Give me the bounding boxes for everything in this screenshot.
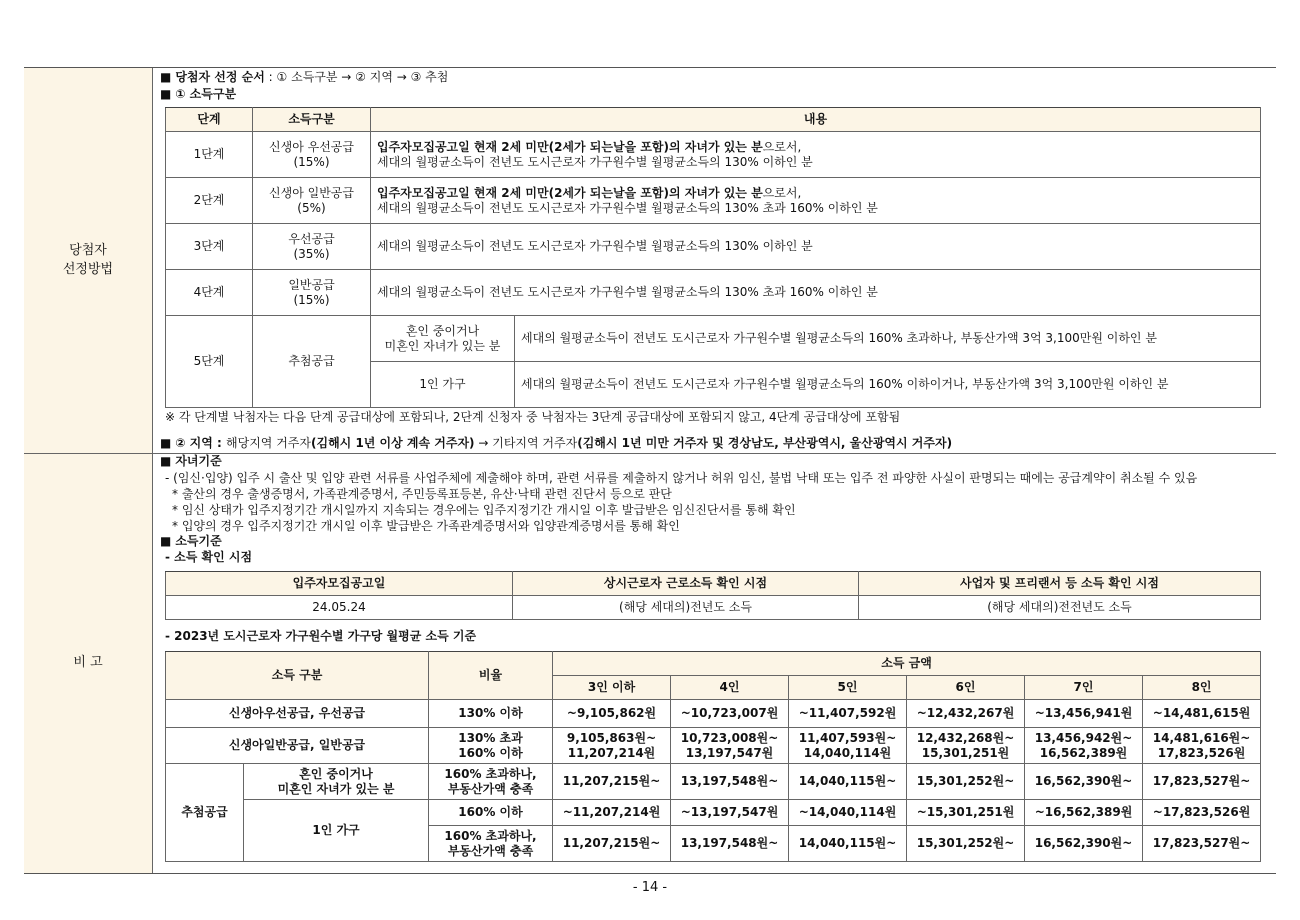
income-type-cell	[253, 224, 371, 270]
ratio-cell: 130% 이하	[429, 700, 553, 728]
income-criteria-heading: ■ 소득기준	[160, 533, 222, 549]
lottery-label-cell: 추첨공급	[166, 764, 244, 862]
region-local: 해당지역 거주자	[226, 436, 311, 450]
income-type-cell: 신생아일반공급, 일반공급	[166, 728, 429, 764]
amount-line: 12,432,268원~	[916, 730, 1015, 745]
ratio-line: 130% 초과	[458, 730, 523, 745]
amount-cell: ~11,407,592원	[789, 700, 907, 728]
stage-note: ※ 각 단계별 낙첨자는 다음 단계 공급대상에 포함되나, 2단계 신청자 중 낙첨자는 3단계 공급대상에 포함되지 않고, 4단계 공급대상에 포함됨	[165, 410, 901, 424]
amount-cell: ~14,481,615원	[1143, 700, 1261, 728]
content-cell	[371, 178, 1261, 224]
amount-cell: 16,562,390원~	[1025, 764, 1143, 800]
amount-cell: ~13,197,547원	[671, 800, 789, 826]
child-criteria-line: * 임신 상태가 입주지정기간 개시일까지 지속되는 경우에는 입주지정기간 개시일 이후 발급받은 임신진단서를 통해 확인	[172, 503, 796, 517]
header-size: 4인	[671, 676, 789, 700]
income-type-line: (15%)	[293, 292, 330, 307]
amount-line: 11,207,214원	[567, 745, 656, 760]
income-check-table	[165, 571, 1261, 620]
header-size: 5인	[789, 676, 907, 700]
amount-cell: 11,207,215원~	[553, 764, 671, 800]
notice-date-cell: 24.05.24	[166, 596, 513, 620]
amount-cell: ~15,301,251원	[907, 800, 1025, 826]
content-bold: 입주자모집공고일 현재 2세 미만(2세가 되는날을 포함)의 자녀가 있는 분	[377, 185, 763, 200]
header-ratio: 비율	[429, 652, 553, 700]
income-type-cell	[253, 132, 371, 178]
table-row	[166, 132, 1261, 178]
amount-cell: ~17,823,526원	[1143, 800, 1261, 826]
amount-cell	[553, 728, 671, 764]
amount-line: 10,723,008원~	[680, 730, 779, 745]
header-size: 8인	[1143, 676, 1261, 700]
stage-cell: 3단계	[166, 224, 253, 270]
ratio-cell: 160% 이하	[429, 800, 553, 826]
ratio-line: 160% 이하	[458, 745, 523, 760]
header-business-income: 사업자 및 프리랜서 등 소득 확인 시점	[859, 572, 1261, 596]
amount-cell	[1025, 728, 1143, 764]
income-class-heading: ■ ① 소득구분	[160, 86, 236, 102]
left-label-selection-line1: 당첨자	[69, 243, 107, 258]
table-row	[166, 764, 1261, 800]
header-income-type: 소득 구분	[166, 652, 429, 700]
business-income-cell: (해당 세대의)전전년도 소득	[859, 596, 1261, 620]
income-type-cell	[253, 178, 371, 224]
header-content: 내용	[371, 108, 1261, 132]
child-criteria-line: * 입양의 경우 입주지정기간 개시일 이후 발급받은 가족관계증명서와 입양관계증명서를 통해 확인	[172, 519, 680, 533]
amount-cell	[671, 728, 789, 764]
table-row	[166, 800, 1261, 826]
header-size: 7인	[1025, 676, 1143, 700]
income-table	[165, 651, 1261, 862]
lottery-married-cell	[244, 764, 429, 800]
region-prefix: ② 지역 :	[175, 436, 227, 450]
content-cell: 세대의 월평균소득이 전년도 도시근로자 가구원수별 월평균소득의 160% 이하이거나, 부동산가액 3억 3,100만원 이하인 분	[515, 362, 1261, 408]
ratio-line: 부동산가액 충족	[447, 843, 534, 858]
header-income-type: 소득구분	[253, 108, 371, 132]
content-cell: 세대의 월평균소득이 전년도 도시근로자 가구원수별 월평균소득의 130% 초과 160% 이하인 분	[371, 270, 1261, 316]
income-check-title: - 소득 확인 시점	[165, 550, 253, 564]
selection-order-prefix: 당첨자 선정 순서	[175, 70, 265, 84]
amount-line: 9,105,863원~	[566, 730, 657, 745]
amount-cell: 15,301,252원~	[907, 764, 1025, 800]
ratio-cell	[429, 764, 553, 800]
page-rule-bottom	[24, 873, 1276, 874]
amount-line: 11,407,593원~	[798, 730, 897, 745]
page-number: - 14 -	[632, 880, 668, 895]
stage-cell: 1단계	[166, 132, 253, 178]
content-tail: 으로서,	[762, 139, 802, 154]
income-type-line: 일반공급	[288, 277, 335, 292]
amount-line: 14,481,616원~	[1152, 730, 1251, 745]
header-stage: 단계	[166, 108, 253, 132]
lottery-single-cell: 1인 가구	[244, 800, 429, 862]
header-size: 3인 이하	[553, 676, 671, 700]
left-label-selection-line2: 선정방법	[62, 262, 114, 277]
child-criteria-line: - (임신·입양) 입주 시 출산 및 입양 관련 서류를 사업주체에 제출해야 하며, 관련 서류를 제출하지 않거나 허위 임신, 불법 낙태 또는 입주 전 파양한 사실이 판명되는 때에는 공급계약이 취소될 수 있음	[165, 471, 1198, 485]
amount-cell	[1143, 728, 1261, 764]
amount-cell	[907, 728, 1025, 764]
table-row	[166, 178, 1261, 224]
amount-cell	[789, 728, 907, 764]
amount-cell: ~12,432,267원	[907, 700, 1025, 728]
content-bold: 입주자모집공고일 현재 2세 미만(2세가 되는날을 포함)의 자녀가 있는 분	[377, 139, 763, 154]
income-type-line: 우선공급	[288, 231, 335, 246]
ratio-cell	[429, 826, 553, 862]
region-line	[160, 435, 952, 451]
amount-line: 16,562,389원	[1039, 745, 1128, 760]
table-row	[166, 316, 1261, 362]
amount-line: 14,040,114원	[803, 745, 892, 760]
amount-cell: 14,040,115원~	[789, 764, 907, 800]
table-row	[166, 700, 1261, 728]
table-row	[166, 596, 1261, 620]
income-type-line: (5%)	[297, 200, 326, 215]
amount-cell: 15,301,252원~	[907, 826, 1025, 862]
married-line: 혼인 중이거나	[299, 766, 373, 781]
left-label-cell-remarks	[24, 454, 153, 873]
left-label-cell-selection	[24, 68, 153, 453]
amount-cell: ~14,040,114원	[789, 800, 907, 826]
income-type-cell	[253, 270, 371, 316]
married-line: 미혼인 자녀가 있는 분	[277, 781, 395, 796]
amount-cell: 11,207,215원~	[553, 826, 671, 862]
amount-cell: ~10,723,007원	[671, 700, 789, 728]
amount-cell: 16,562,390원~	[1025, 826, 1143, 862]
amount-cell: 17,823,527원~	[1143, 826, 1261, 862]
amount-cell: ~16,562,389원	[1025, 800, 1143, 826]
table-row	[166, 270, 1261, 316]
sub-type-cell	[371, 316, 515, 362]
income-type-cell: 추첨공급	[253, 316, 371, 408]
content-cell: 세대의 월평균소득이 전년도 도시근로자 가구원수별 월평균소득의 130% 이하인 분	[371, 224, 1261, 270]
header-income-amount: 소득 금액	[553, 652, 1261, 676]
region-other-detail: (김해시 1년 미만 거주자 및 경상남도, 부산광역시, 울산광역시 거주자)	[577, 436, 953, 450]
header-notice-date: 입주자모집공고일	[166, 572, 513, 596]
income-type-cell: 신생아우선공급, 우선공급	[166, 700, 429, 728]
content-tail: 으로서,	[762, 185, 802, 200]
content-cell: 세대의 월평균소득이 전년도 도시근로자 가구원수별 월평균소득의 160% 초과하나, 부동산가액 3억 3,100만원 이하인 분	[515, 316, 1261, 362]
stage-cell: 5단계	[166, 316, 253, 408]
amount-line: 13,456,942원~	[1034, 730, 1133, 745]
amount-cell: 13,197,548원~	[671, 764, 789, 800]
amount-cell: ~9,105,862원	[553, 700, 671, 728]
header-size: 6인	[907, 676, 1025, 700]
sub-type-cell: 1인 가구	[371, 362, 515, 408]
income-type-line: (15%)	[293, 154, 330, 169]
child-criteria-line: * 출산의 경우 출생증명서, 가족관계증명서, 주민등록표등본, 유산·낙태 관련 진단서 등으로 판단	[172, 487, 672, 501]
amount-cell: 13,197,548원~	[671, 826, 789, 862]
amount-line: 13,197,547원	[685, 745, 774, 760]
amount-cell: 17,823,527원~	[1143, 764, 1261, 800]
ratio-line: 부동산가액 충족	[447, 781, 534, 796]
left-label-remarks: 비 고	[73, 655, 103, 670]
sub-type-line: 혼인 중이거나	[405, 323, 480, 338]
amount-cell: 14,040,115원~	[789, 826, 907, 862]
stage-cell: 4단계	[166, 270, 253, 316]
amount-cell: ~13,456,941원	[1025, 700, 1143, 728]
amount-cell: ~11,207,214원	[553, 800, 671, 826]
stage-cell: 2단계	[166, 178, 253, 224]
table-row	[166, 224, 1261, 270]
content-line: 세대의 월평균소득이 전년도 도시근로자 가구원수별 월평균소득의 130% 이하인 분	[377, 154, 813, 169]
header-worker-income: 상시근로자 근로소득 확인 시점	[513, 572, 859, 596]
ratio-line: 160% 초과하나,	[444, 766, 537, 781]
income-type-line: 신생아 우선공급	[269, 139, 354, 154]
selection-table	[165, 107, 1261, 408]
ratio-line: 160% 초과하나,	[444, 828, 537, 843]
selection-order-rest: : ① 소득구분 → ② 지역 → ③ 추첨	[264, 70, 449, 84]
region-other: → 기타지역 거주자	[474, 436, 578, 450]
amount-line: 17,823,526원	[1157, 745, 1246, 760]
worker-income-cell: (해당 세대의)전년도 소득	[513, 596, 859, 620]
ratio-cell	[429, 728, 553, 764]
selection-order-line	[160, 69, 448, 85]
page-rule-top	[24, 67, 1276, 68]
content-cell	[371, 132, 1261, 178]
region-local-detail: (김해시 1년 이상 계속 거주자)	[311, 436, 475, 450]
child-criteria-heading: ■ 자녀기준	[160, 453, 222, 469]
table-row	[166, 728, 1261, 764]
income-type-line: (35%)	[293, 246, 330, 261]
income-table-title: - 2023년 도시근로자 가구원수별 가구당 월평균 소득 기준	[165, 629, 477, 643]
content-line: 세대의 월평균소득이 전년도 도시근로자 가구원수별 월평균소득의 130% 초과 160% 이하인 분	[377, 200, 878, 215]
sub-type-line: 미혼인 자녀가 있는 분	[384, 338, 501, 353]
income-type-line: 신생아 일반공급	[269, 185, 354, 200]
amount-line: 15,301,251원	[921, 745, 1010, 760]
